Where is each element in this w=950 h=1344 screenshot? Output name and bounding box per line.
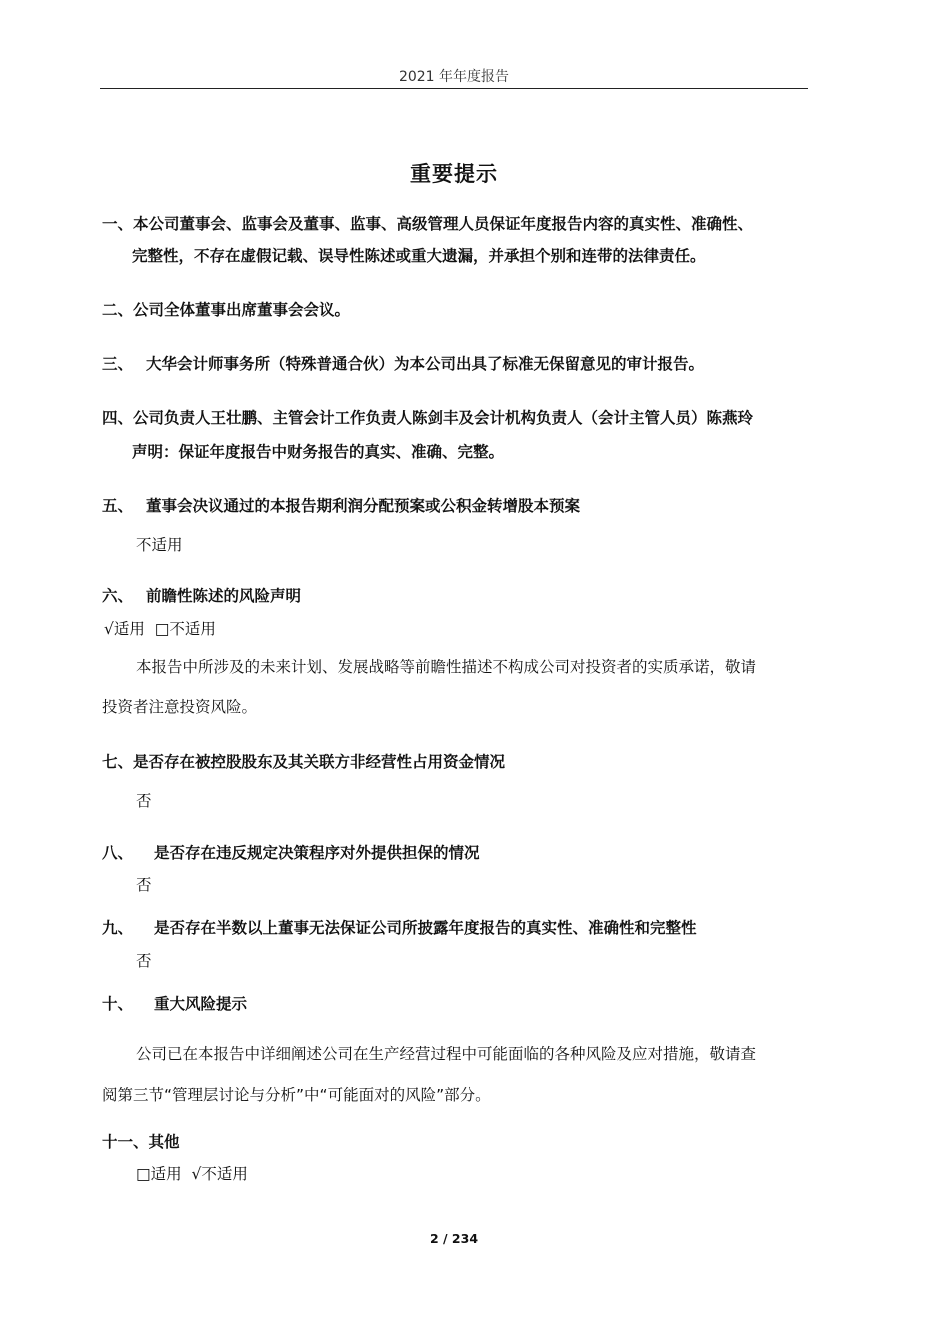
section-5-number: 五、 (102, 497, 134, 515)
section-8-text: 是否存在违反规定决策程序对外提供担保的情况 (154, 844, 480, 862)
section-1-line-1: 一、本公司董事会、监事会及董事、监事、高级管理人员保证年度报告内容的真实性、准确性、 (102, 215, 754, 233)
section-8-answer: 否 (136, 876, 152, 894)
section-6-paragraph-line-1: 本报告中所涉及的未来计划、发展战略等前瞻性描述不构成公司对投资者的实质承诺，敬请 (136, 658, 757, 676)
section-2: 二、公司全体董事出席董事会会议。 (102, 301, 351, 319)
section-6-number: 六、 (102, 587, 134, 605)
section-3-text: 大华会计师事务所（特殊普通合伙）为本公司出具了标准无保留意见的审计报告。 (146, 355, 705, 373)
section-9-answer: 否 (136, 952, 152, 970)
page-header: 2021 年年度报告 (398, 69, 510, 85)
section-6-text: 前瞻性陈述的风险声明 (146, 587, 302, 605)
section-10-paragraph-line-2: 阅第三节“管理层讨论与分析”中“可能面对的风险”部分。 (102, 1086, 491, 1104)
section-6-paragraph-line-2: 投资者注意投资风险。 (102, 698, 258, 716)
section-3-number: 三、 (102, 355, 134, 373)
section-10-paragraph-line-1: 公司已在本报告中详细阐述公司在生产经营过程中可能面临的各种风险及应对措施，敬请查 (136, 1045, 757, 1063)
section-5-answer: 不适用 (136, 536, 183, 554)
section-9-number: 九、 (102, 919, 134, 937)
section-7-answer: 否 (136, 792, 152, 810)
section-1-line-2: 完整性，不存在虚假记载、误导性陈述或重大遗漏，并承担个别和连带的法律责任。 (132, 247, 706, 265)
page-title: 重要提示 (410, 162, 498, 186)
header-rule (100, 88, 808, 89)
section-4-line-2: 声明：保证年度报告中财务报告的真实、准确、完整。 (132, 443, 505, 461)
section-11: 十一、其他 (102, 1133, 180, 1151)
section-5-text: 董事会决议通过的本报告期利润分配预案或公积金转增股本预案 (146, 497, 581, 515)
section-10-text: 重大风险提示 (154, 995, 248, 1013)
section-9-text: 是否存在半数以上董事无法保证公司所披露年度报告的真实性、准确性和完整性 (154, 919, 697, 937)
section-4-line-1: 四、公司负责人王壮鹏、主管会计工作负责人陈剑丰及会计机构负责人（会计主管人员）陈燕玲 (102, 409, 754, 427)
section-6-options: √适用 □不适用 (104, 620, 216, 638)
page-number: 2 / 234 (429, 1231, 479, 1246)
section-7: 七、是否存在被控股股东及其关联方非经营性占用资金情况 (102, 753, 506, 771)
section-8-number: 八、 (102, 844, 134, 862)
section-10-number: 十、 (102, 995, 134, 1013)
section-11-options: □适用 √不适用 (136, 1165, 248, 1183)
